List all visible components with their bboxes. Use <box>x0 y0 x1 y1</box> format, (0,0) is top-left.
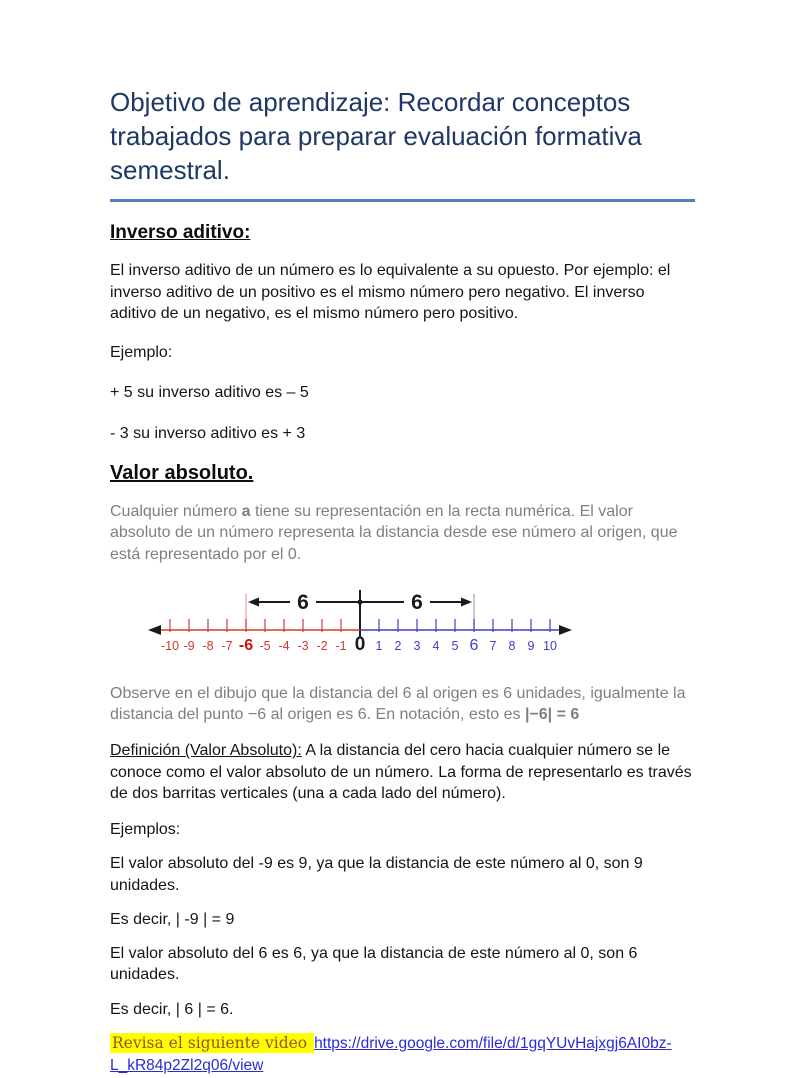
heading-valor-absoluto: Valor absoluto. <box>110 461 254 484</box>
tick-label: -6 <box>238 636 254 654</box>
tick-label: -5 <box>259 638 271 653</box>
valor-intro-bold-a: a <box>241 502 251 520</box>
example-plus-5: + 5 su inverso aditivo es – 5 <box>110 384 309 402</box>
paragraph-esdecir-6: Es decir, | 6 | = 6. <box>110 1000 234 1018</box>
paragraph-observe <box>110 683 695 726</box>
tick-label: 5 <box>451 638 459 653</box>
tick-label: -9 <box>183 638 195 653</box>
observe-pre: Observe en el dibujo que la distancia del 6 al origen es 6 unidades, igualmente la distancia del punto −6 al origen es 6. En notación, esto es <box>110 684 686 724</box>
paragraph-valor-intro <box>110 501 695 565</box>
distance-label-left: 6 <box>297 590 309 614</box>
paragraph-ejemplo-neg9: El valor absoluto del -9 es 9, ya que la distancia de este número al 0, son 9 unidades. <box>110 855 643 894</box>
tick-label: 0 <box>354 633 366 655</box>
valor-intro-pre: Cualquier número <box>110 502 242 520</box>
axis-arrowhead-left-icon <box>148 625 161 635</box>
tick-label: -3 <box>297 638 309 653</box>
tick-label: -10 <box>160 638 180 653</box>
tick-label: -2 <box>316 638 328 653</box>
tick-label: 2 <box>394 638 402 653</box>
tick-label: 7 <box>489 638 497 653</box>
tick-label: 9 <box>527 638 535 653</box>
paragraph-definicion <box>110 740 695 804</box>
tick-label: 8 <box>508 638 516 653</box>
label-ejemplos: Ejemplos: <box>110 821 181 839</box>
arrowhead-left-icon <box>248 597 259 606</box>
tick-label: -7 <box>221 638 233 653</box>
tick-label: -1 <box>335 638 347 653</box>
tick-label: -4 <box>278 638 290 653</box>
definicion-lead: Definición (Valor Absoluto): <box>110 742 302 760</box>
observe-notation-bold: |−6| = 6 <box>524 706 580 724</box>
number-line-svg <box>140 580 580 668</box>
example-minus-3: - 3 su inverso aditivo es + 3 <box>110 424 306 442</box>
video-link-line2[interactable]: L_kR84p2Zl2q06/view <box>110 1057 264 1075</box>
paragraph-esdecir-neg9: Es decir, | -9 | = 9 <box>110 910 235 928</box>
video-highlight-text: Revisa el siguiente video <box>112 1033 313 1052</box>
number-line-figure <box>140 580 580 673</box>
page-title: Objetivo de aprendizaje: Recordar conceptos trabajados para preparar evaluación formativa semestral. <box>110 86 695 202</box>
paragraph-inverso-body: El inverso aditivo de un número es lo equivalente a su opuesto. Por ejemplo: el inverso aditivo de un positivo es el mismo número pero negativo. El inverso aditivo de un negativo, es el mismo número pero positivo. <box>110 262 671 322</box>
video-line <box>110 1032 695 1078</box>
definicion-rest: A la distancia del cero hacia cualquier número se le conoce como el valor absoluto de un número. La forma de representarlo es través de dos barritas verticales (una a cada lado del número). <box>110 742 692 802</box>
valor-intro-post: tiene su representación en la recta numérica. El valor absoluto de un número representa la distancia desde ese número al origen, que está representado por el 0. <box>110 502 678 563</box>
video-link-line1[interactable]: https://drive.google.com/file/d/1gqYUvHajxgj6AI0bz- <box>314 1034 672 1052</box>
tick-label: -8 <box>202 638 214 653</box>
tick-label: 10 <box>543 638 557 653</box>
distance-label-right: 6 <box>411 590 423 614</box>
paragraph-ejemplo-6: El valor absoluto del 6 es 6, ya que la distancia de este número al 0, son 6 unidades. <box>110 945 638 984</box>
heading-inverso-aditivo: Inverso aditivo: <box>110 222 251 244</box>
tick-label: 1 <box>375 638 383 653</box>
axis-arrowhead-right-icon <box>559 625 572 635</box>
tick-label: 6 <box>469 636 479 654</box>
arrowhead-right-icon <box>461 597 472 606</box>
label-ejemplo: Ejemplo: <box>110 344 173 362</box>
tick-label: 3 <box>413 638 421 653</box>
tick-label: 4 <box>432 638 440 653</box>
